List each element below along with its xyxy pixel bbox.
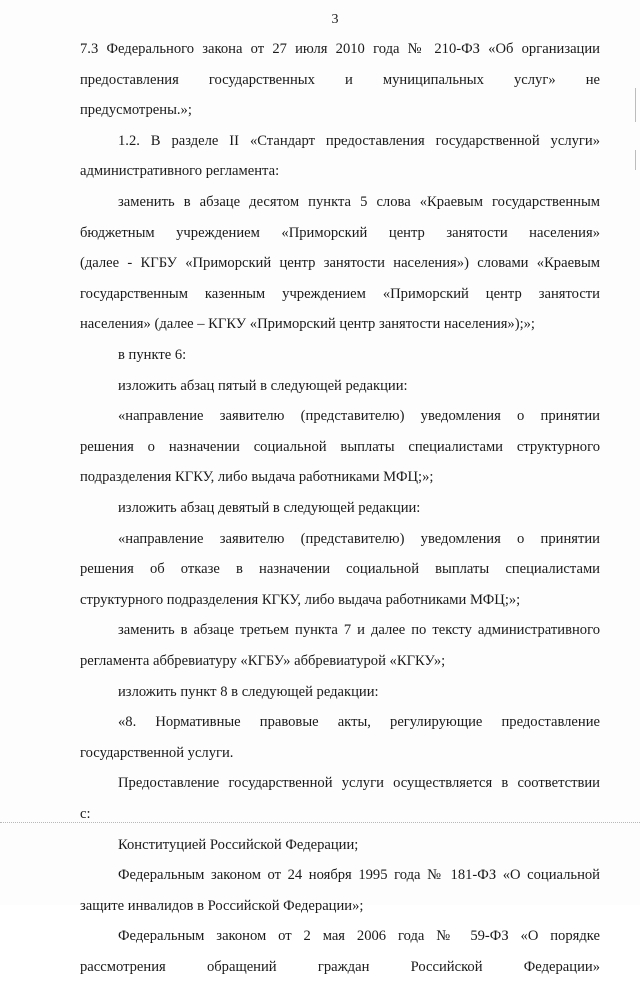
- paragraph: [80, 34, 600, 126]
- text-line: защите инвалидов в Российской Федерации»;: [80, 897, 364, 914]
- paragraph: [80, 768, 600, 829]
- paragraph: [80, 615, 600, 676]
- text-line: административного регламента:: [80, 163, 280, 180]
- text-line: «направление заявителю (представителю) уведомления о принятии: [118, 408, 600, 425]
- text-line: подразделения КГКУ, либо выдача работниками МФЦ;»;: [80, 469, 434, 486]
- text-line: предоставления государственных и муниципальных услуг» не: [80, 71, 600, 88]
- text-line: Конституцией Российской Федерации;: [118, 836, 359, 853]
- paragraph: [80, 371, 600, 402]
- text-line: изложить пункт 8 в следующей редакции:: [118, 683, 379, 700]
- text-line: государственным казенным учреждением «Приморский центр занятости: [80, 285, 600, 302]
- text-line: бюджетным учреждением «Приморский центр занятости населения»: [80, 224, 600, 241]
- scan-margin-mark: [635, 88, 636, 122]
- paragraph: [80, 493, 600, 524]
- text-line: решения о назначении социальной выплаты специалистами структурного: [80, 438, 600, 455]
- paragraph: [80, 401, 600, 493]
- paragraph: [80, 187, 600, 340]
- scan-fold-line: [0, 822, 640, 823]
- text-line: с:: [80, 805, 91, 822]
- text-line: Федеральным законом от 24 ноября 1995 года № 181-ФЗ «О социальной: [118, 867, 600, 884]
- paragraph: [80, 830, 600, 861]
- text-line: Федеральным законом от 2 мая 2006 года № 59-ФЗ «О порядке: [118, 928, 600, 945]
- text-line: Предоставление государственной услуги осуществляется в соответствии: [118, 775, 600, 792]
- text-line: 1.2. В разделе II «Стандарт предоставления государственной услуги»: [118, 132, 600, 149]
- paragraph: [80, 677, 600, 708]
- text-line: регламента аббревиатуру «КГБУ» аббревиатурой «КГКУ»;: [80, 652, 446, 669]
- text-line: предусмотрены.»;: [80, 102, 192, 119]
- text-line: в пункте 6:: [118, 347, 187, 363]
- paragraph: [80, 707, 600, 768]
- text-line: (далее - КГБУ «Приморский центр занятости населения») словами «Краевым: [80, 255, 600, 272]
- text-line: населения» (далее – КГКУ «Приморский центр занятости населения»);»;: [80, 316, 535, 333]
- text-line: структурного подразделения КГКУ, либо выдача работниками МФЦ;»;: [80, 591, 521, 608]
- scan-margin-mark: [635, 150, 636, 170]
- paragraph: [80, 860, 600, 921]
- page-number: 3: [331, 12, 339, 27]
- text-line: «направление заявителю (представителю) уведомления о принятии: [118, 530, 600, 547]
- text-line: решения об отказе в назначении социальной выплаты специалистами: [80, 561, 600, 578]
- text-line: 7.3 Федерального закона от 27 июля 2010 года № 210-ФЗ «Об организации: [80, 41, 600, 57]
- paragraph: [80, 340, 600, 371]
- paragraph: [80, 126, 600, 187]
- text-line: изложить абзац девятый в следующей редакции:: [118, 500, 421, 516]
- paragraph: [80, 524, 600, 616]
- text-line: рассмотрения обращений граждан Российской Федерации»: [80, 958, 600, 975]
- text-line: государственной услуги.: [80, 744, 234, 761]
- text-line: заменить в абзаце третьем пункта 7 и далее по тексту административного: [118, 622, 600, 639]
- text-line: «8. Нормативные правовые акты, регулирующие предоставление: [118, 714, 600, 731]
- text-line: заменить в абзаце десятом пункта 5 слова «Краевым государственным: [118, 194, 600, 210]
- text-line: изложить абзац пятый в следующей редакции:: [118, 377, 408, 394]
- paragraph: [80, 921, 600, 982]
